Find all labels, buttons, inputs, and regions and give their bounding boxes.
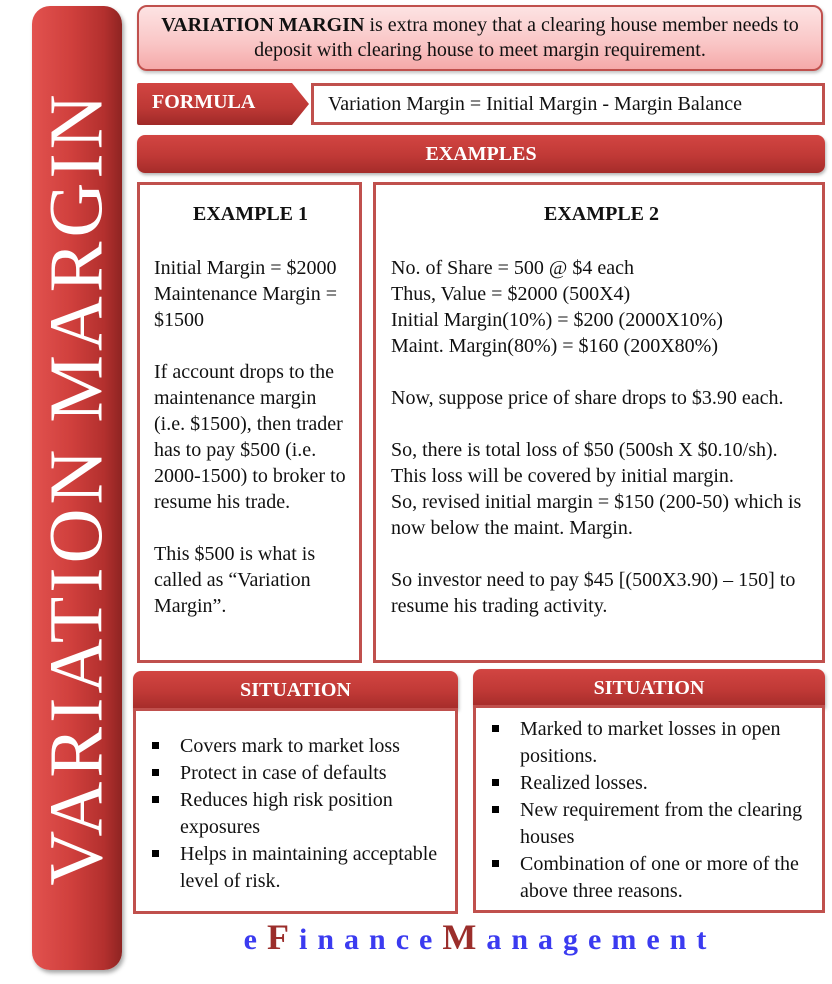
situation-2-box [473,705,825,913]
brand-part: M [442,917,487,957]
example-1-box [137,182,362,663]
formula-label-tag [137,83,309,125]
list-item: Reduces high risk position exposures [150,787,449,841]
situation-2-list [490,716,816,905]
situation-1-list [150,733,449,895]
example-1-title: EXAMPLE 1 [193,203,308,225]
example-2-title: EXAMPLE 2 [544,203,659,225]
example-1-paragraph: Initial Margin = $2000 Maintenance Margin = $1500 [154,257,338,331]
example-2-paragraph: So investor need to pay $45 [(500X3.90) – 150] to resume his trading activity. [391,569,796,617]
example-2-paragraph: Now, suppose price of share drops to $3.90 each. [391,387,784,409]
example-1-paragraph: If account drops to the maintenance margin (i.e. $1500), then trader has to pay $500 (i.e. 2000-1500) to broker to resume his trade. [154,361,346,513]
example-2-paragraph: No. of Share = 500 @ $4 each Thus, Value = $2000 (500X4) Initial Margin(10%) = $200 (2000X10%) Maint. Margin(80%) = $160 (200X80%) [391,257,723,357]
list-item: Realized losses. [490,770,816,797]
example-2-box [373,182,825,663]
definition-term: VARIATION MARGIN [161,14,365,36]
list-item: New requirement from the clearing houses [490,797,816,851]
list-item: Protect in case of defaults [150,760,449,787]
brand-part: e [243,923,267,956]
definition-text: is extra money that a clearing house member needs to deposit with clearing house to meet margin requirement. [254,14,799,61]
list-item: Covers mark to market loss [150,733,449,760]
example-1-paragraph: This $500 is what is called as “Variation Margin”. [154,543,316,617]
brand-part: inance [299,923,443,956]
list-item: Combination of one or more of the above three reasons. [490,851,816,905]
list-item: Marked to market losses in open positions. [490,716,816,770]
sidebar-title: VARIATION MARGIN [34,90,119,886]
formula-text: Variation Margin = Initial Margin - Margin Balance [311,83,825,125]
situation-1-header: SITUATION [133,671,458,709]
example-2-paragraph: So, there is total loss of $50 (500sh X $0.10/sh). This loss will be covered by initial margin. So, revised initial margin = $150 (200-50) which is now below the maint. Margin. [391,439,802,539]
formula-label: FORMULA [152,91,256,113]
situation-1-box [133,708,458,914]
situation-2-header: SITUATION [473,669,825,707]
brand-part: F [267,917,299,957]
definition-box [137,5,823,71]
brand-part: anagement [486,923,717,956]
examples-header: EXAMPLES [137,135,825,173]
brand-footer-logo [150,917,810,960]
list-item: Helps in maintaining acceptable level of risk. [150,841,449,895]
